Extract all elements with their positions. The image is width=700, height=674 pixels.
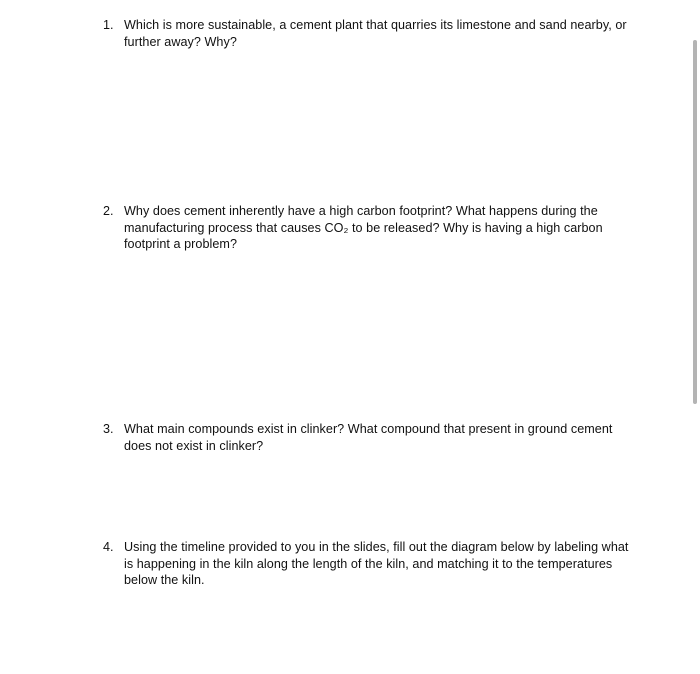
question-2-text: Why does cement inherently have a high carbon footprint? What happens during the manufacturing process that causes CO₂ to be released? Why is having a high carbon footprint a problem? <box>124 204 603 251</box>
scrollbar-thumb[interactable] <box>693 40 697 404</box>
vertical-scrollbar[interactable] <box>690 0 700 674</box>
question-3 <box>103 421 633 454</box>
question-1-text: Which is more sustainable, a cement plant that quarries its limestone and sand nearby, or further away? Why? <box>124 18 627 49</box>
question-3-number: 3. <box>103 422 114 436</box>
question-1-number: 1. <box>103 18 114 32</box>
question-4-text: Using the timeline provided to you in the slides, fill out the diagram below by labeling what is happening in the kiln along the length of the kiln, and matching it to the temperatures below the kiln. <box>124 540 629 587</box>
question-4-number: 4. <box>103 540 114 554</box>
question-3-text: What main compounds exist in clinker? What compound that present in ground cement does not exist in clinker? <box>124 422 613 453</box>
question-4 <box>103 539 633 589</box>
question-2 <box>103 203 633 253</box>
question-2-number: 2. <box>103 204 114 218</box>
question-1 <box>103 17 633 50</box>
